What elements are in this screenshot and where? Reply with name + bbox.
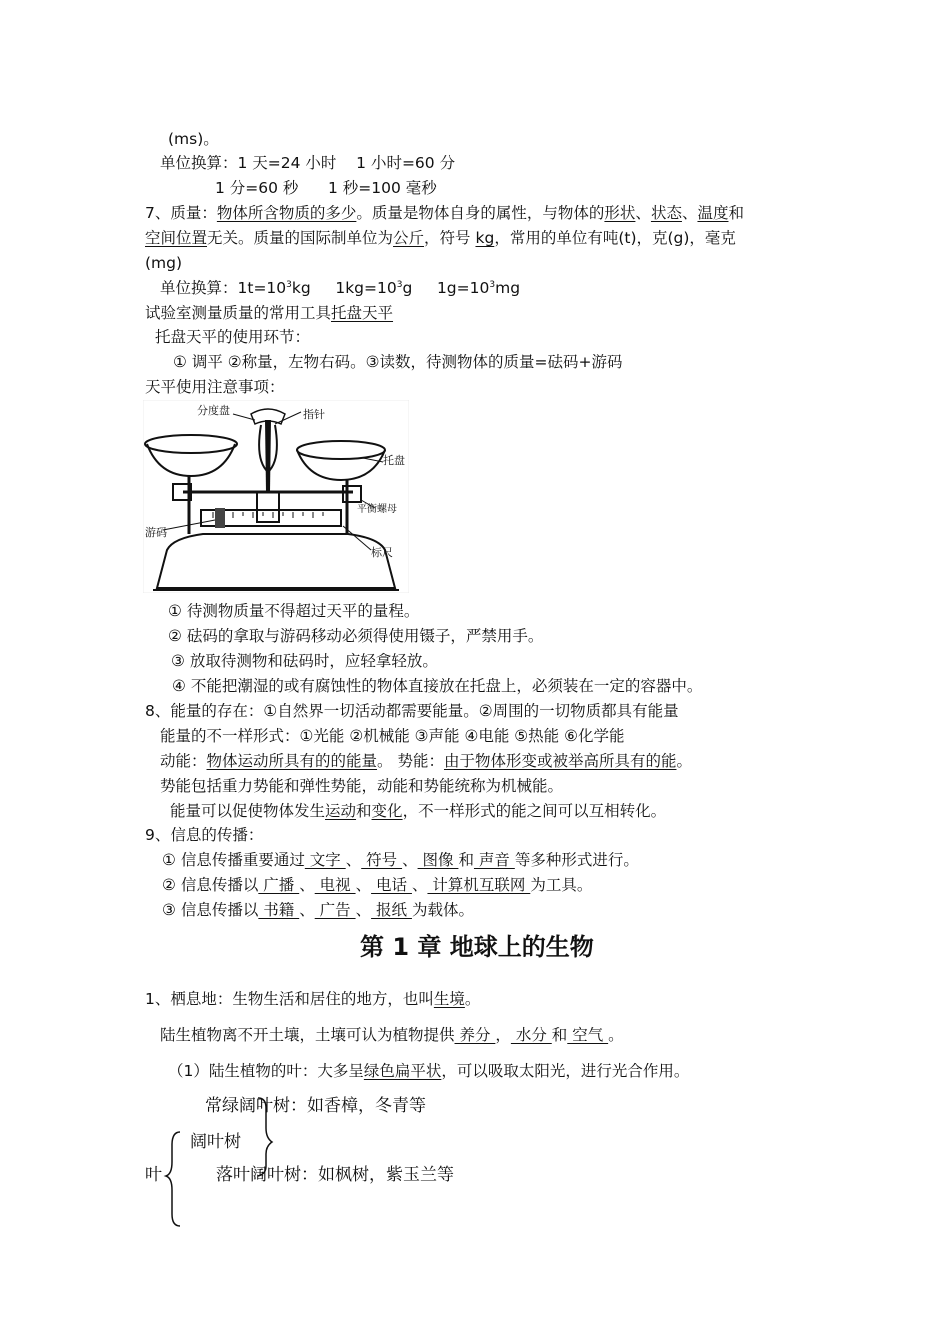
classification-braces	[140, 1090, 300, 1240]
time-conversion-line-2: 1 分=60 秒 1 秒=100 毫秒	[215, 179, 437, 197]
label-ruler: 标尺	[371, 546, 393, 559]
ms-line: (ms)。	[168, 130, 219, 148]
tool-line: 试验室测量质量的常用工具托盘天平	[145, 304, 394, 322]
energy-line-4: 势能包括重力势能和弹性势能，动能和势能统称为机械能。	[160, 777, 564, 795]
soil-line: 陆生植物离不开土壤，土壤可认为植物提供 养分 ， 水分 和 空气 。	[160, 1026, 624, 1044]
note-1: ① 待测物质量不得超过天平的量程。	[168, 602, 420, 620]
time-conversion-line-1: 单位换算：1 天=24 小时 1 小时=60 分	[160, 154, 456, 172]
info-line-3: ③ 信息传播以 书籍 、 广告 、 报纸 为载体。	[162, 901, 474, 919]
note-2: ② 砝码的拿取与游码移动必须得使用镊子，严禁用手。	[168, 627, 544, 645]
tree-evergreen: 常绿阔叶树：如香樟，冬青等	[205, 1096, 426, 1116]
note-3: ③ 放取待测物和砝码时，应轻拿轻放。	[171, 652, 438, 670]
mass-line-2: 空间位置无关。质量的国际制单位为公斤，符号 kg，常用的单位有吨(t)，克(g)，毫克	[145, 229, 736, 247]
label-dial: 分度盘	[197, 404, 230, 417]
big-brace	[166, 1132, 180, 1226]
mass-conversion-line: 单位换算：$1t=10^3kg$ $1kg=10^3g$ $1g=10^3mg$	[160, 279, 521, 297]
energy-line-1: 8、能量的存在：①自然界一切活动都需要能量。②周围的一切物质都具有能量	[145, 702, 679, 720]
rider	[215, 508, 225, 528]
energy-line-2: 能量的不一样形式：①光能 ②机械能 ③声能 ④电能 ⑤热能 ⑥化学能	[160, 727, 625, 745]
habitat-line: 1、栖息地：生物生活和居住的地方，也叫生境。	[145, 990, 481, 1008]
info-line-2: ② 信息传播以 广播 、 电视 、 电话 、 计算机互联网 为工具。	[162, 876, 593, 894]
leaf-root-label: 叶	[145, 1165, 162, 1185]
chapter-title: 第 1 章 地球上的生物	[360, 933, 594, 961]
info-line-1: ① 信息传播重要通过 文字 、 符号 、 图像 和 声音 等多种形式进行。	[162, 851, 639, 869]
pointer	[265, 420, 271, 492]
energy-line-5: 能量可以促使物体发生运动和变化，不一样形式的能之间可以互相转化。	[170, 802, 667, 820]
tree-broadleaf: 阔叶树	[190, 1132, 241, 1152]
small-brace	[258, 1098, 272, 1176]
label-balance-nut: 平衡螺母	[357, 504, 397, 515]
note-4: ④ 不能把潮湿的或有腐蚀性的物体直接放在托盘上，必须装在一定的容器中。	[172, 677, 703, 695]
mass-line-3: (mg)	[145, 254, 183, 272]
steps-line: ① 调平 ②称量，左物右码。③读数，待测物体的质量=砝码+游码	[173, 353, 623, 371]
tree-deciduous: 落叶阔叶树：如枫树，紫玉兰等	[216, 1165, 454, 1185]
balance-diagram	[143, 400, 409, 593]
info-title: 9、信息的传播：	[145, 826, 264, 844]
energy-line-3: 动能：物体运动所具有的的能量。 势能：由于物体形变或被举高所具有的能。	[160, 752, 692, 770]
label-pointer: 指针	[303, 408, 325, 421]
notes-title: 天平使用注意事项：	[145, 378, 285, 396]
leaf-line: （1）陆生植物的叶：大多呈绿色扁平状，可以吸取太阳光，进行光合作用。	[168, 1062, 690, 1080]
label-tray: 托盘	[383, 454, 405, 467]
label-rider: 游码	[145, 526, 167, 539]
steps-title: 托盘天平的使用环节：	[155, 328, 311, 346]
mass-line-1: 7、质量：物体所含物质的多少。质量是物体自身的属性，与物体的形状、状态、温度和	[145, 204, 744, 222]
